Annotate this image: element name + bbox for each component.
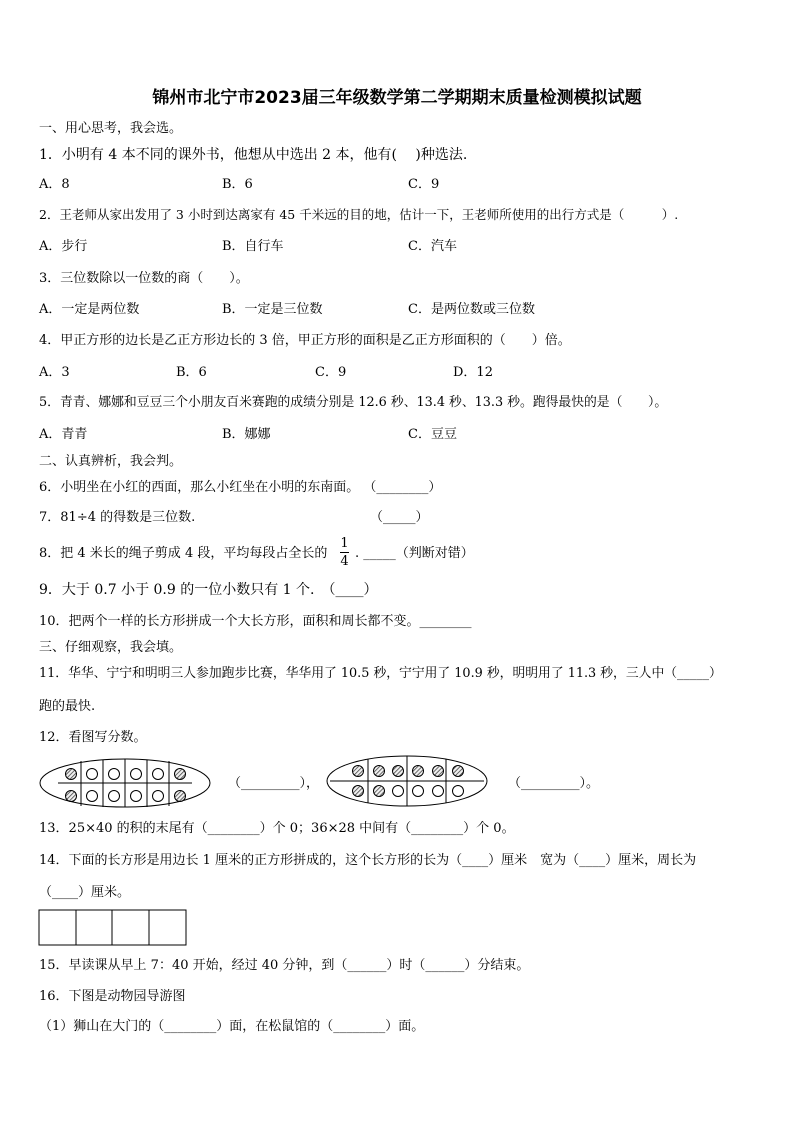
- q4-option-d: D．12: [453, 365, 493, 380]
- section-2-heading: 二、认真辨析，我会判。: [39, 454, 183, 469]
- q2-option-a: A．步行: [39, 239, 88, 254]
- q2-option-c: C．汽车: [408, 239, 457, 254]
- question-9: 9．大于 0.7 小于 0.9 的一位小数只有 1 个. （____）: [39, 582, 378, 598]
- question-15: 15．早读课从早上 7：40 开始，经过 40 分钟，到（______）时（______）分结束。: [39, 958, 530, 973]
- question-13: 13．25×40 的积的末尾有（________）个 0；36×28 中间有（________）个 0。: [39, 821, 515, 836]
- q12-answer-blank-2: （_________）。: [508, 776, 600, 791]
- q4-option-c: C．9: [315, 365, 347, 380]
- q12-figure-right: [327, 756, 487, 806]
- question-2: 2．王老师从家出发用了 3 小时到达离家有 45 千米远的目的地，估计一下，王老师所使用的出行方式是（ ）.: [39, 207, 679, 222]
- q7-answer-blank: （_____）: [370, 510, 429, 525]
- question-3: 3．三位数除以一位数的商（ ）。: [39, 271, 249, 286]
- question-12: 12．看图写分数。: [39, 730, 147, 745]
- q1-option-a: A．8: [39, 177, 70, 192]
- page-title: 锦州市北宁市2023届三年级数学第二学期期末质量检测模拟试题: [152, 88, 642, 108]
- section-3-heading: 三、仔细观察，我会填。: [39, 640, 183, 655]
- q8-fraction-numerator: 1: [340, 536, 349, 551]
- question-11-cont: 跑的最快.: [39, 699, 96, 714]
- q1-option-b: B．6: [222, 177, 253, 192]
- q4-option-a: A．3: [39, 365, 70, 380]
- q5-option-c: C．豆豆: [408, 427, 457, 442]
- question-16: 16．下图是动物园导游图: [39, 989, 186, 1004]
- q8-tail: . _____（判断对错）: [355, 546, 474, 561]
- question-10: 10．把两个一样的长方形拼成一个大长方形，面积和周长都不变。________: [39, 614, 472, 629]
- question-6: 6．小明坐在小红的西面，那么小红坐在小明的东南面。 （________）: [39, 480, 442, 495]
- q3-option-c: C．是两位数或三位数: [408, 302, 535, 317]
- q4-option-b: B．6: [176, 365, 207, 380]
- q14-rectangle-figure: [39, 910, 186, 945]
- q3-option-b: B．一定是三位数: [222, 302, 323, 317]
- q1-option-c: C．9: [408, 177, 440, 192]
- question-16-part-1: （1）狮山在大门的（________）面，在松鼠馆的（________）面。: [39, 1019, 425, 1034]
- q12-answer-blank-1: （_________），: [228, 776, 320, 791]
- q5-option-a: A．青青: [39, 427, 88, 442]
- q3-option-a: A．一定是两位数: [39, 302, 140, 317]
- question-1: 1．小明有 4 本不同的课外书，他想从中选出 2 本，他有( )种选法.: [39, 147, 468, 163]
- q5-option-b: B．娜娜: [222, 427, 271, 442]
- question-4: 4．甲正方形的边长是乙正方形边长的 3 倍，甲正方形的面积是乙正方形面积的（ ）倍。: [39, 333, 571, 348]
- question-14: 14．下面的长方形是用边长 1 厘米的正方形拼成的，这个长方形的长为（____）厘米 宽为（____）厘米，周长为: [39, 853, 697, 868]
- q2-option-b: B．自行车: [222, 239, 284, 254]
- question-8: 8．把 4 米长的绳子剪成 4 段，平均每段占全长的: [39, 546, 328, 561]
- question-5: 5．青青、娜娜和豆豆三个小朋友百米赛跑的成绩分别是 12.6 秒、13.4 秒、13.3 秒。跑得最快的是（ ）。: [39, 395, 668, 410]
- question-11: 11．华华、宁宁和明明三人参加跑步比赛，华华用了 10.5 秒，宁宁用了 10.9 秒，明明用了 11.3 秒，三人中（_____）: [39, 666, 722, 681]
- q8-fraction-denominator: 4: [340, 554, 349, 569]
- question-14-cont: （____）厘米。: [39, 885, 131, 900]
- question-7: 7．81÷4 的得数是三位数.: [39, 510, 196, 525]
- section-1-heading: 一、用心思考，我会选。: [39, 121, 183, 136]
- q12-figure-left: [40, 759, 210, 807]
